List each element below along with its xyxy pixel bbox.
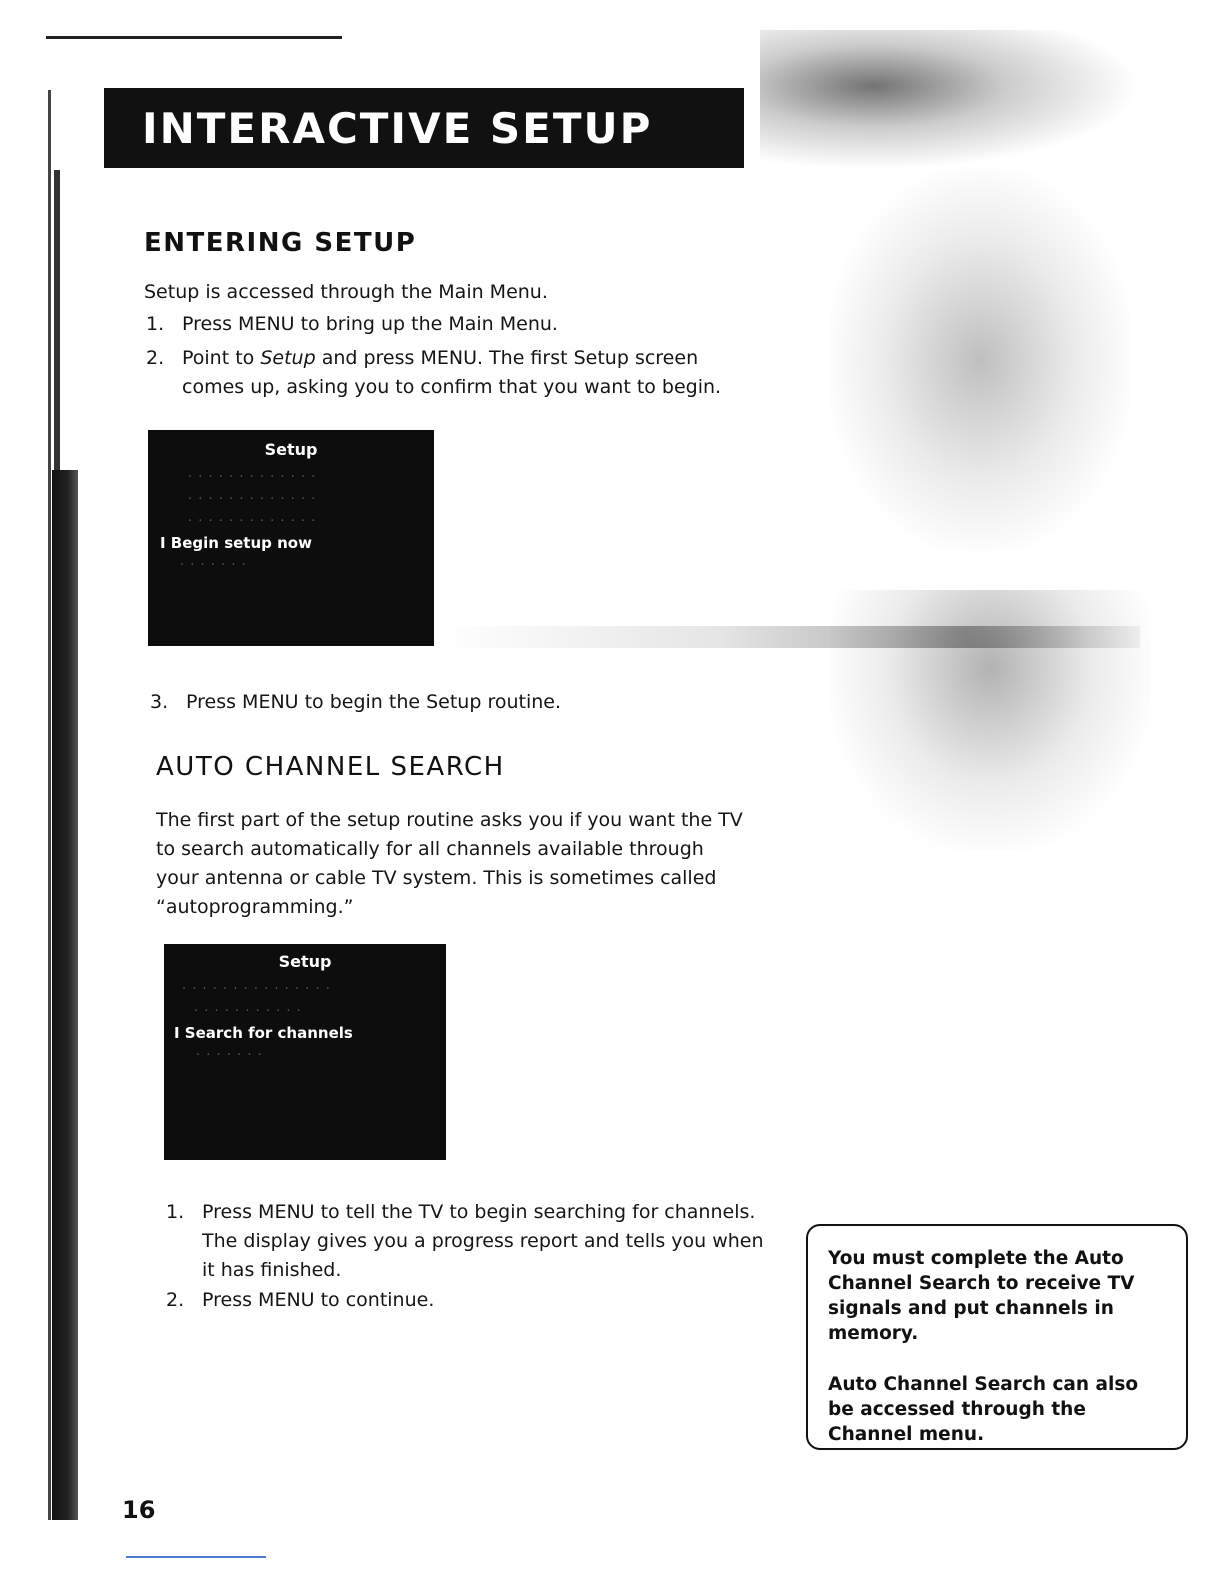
screen-faint-line: · · · · · · · · · · · · · — [188, 492, 317, 507]
entering-intro: Setup is accessed through the Main Menu. — [144, 281, 548, 303]
screen-faint-line: · · · · · · · · · · · · · — [188, 470, 317, 485]
setup-screen-begin — [148, 430, 434, 646]
emphasis-setup: Setup — [260, 347, 316, 369]
step-text: Point to Setup and press MENU. The first Setup screen — [182, 347, 699, 369]
step-text: Press MENU to tell the TV to begin searching for channels. — [202, 1201, 756, 1223]
scan-noise — [440, 626, 1140, 648]
page-number: 16 — [122, 1496, 156, 1524]
screen-faint-line: · · · · · · · · · · · · · · · — [182, 982, 331, 997]
screen-faint-line: · · · · · · · · · · · · · — [188, 514, 317, 529]
auto-channel-search-heading: AUTO CHANNEL SEARCH — [156, 752, 505, 782]
auto-channel-para: The first part of the setup routine asks you if you want the TV to search automatically for all channels available through your antenna or cable TV system. This is sometimes called “autoprogramming.” — [156, 809, 743, 918]
step-text: Press MENU to continue. — [202, 1289, 435, 1311]
menu-option-selected: I Search for channels — [174, 1024, 353, 1042]
banner-title: INTERACTIVE SETUP — [142, 103, 653, 153]
setup-screen-search — [164, 944, 446, 1160]
note-box — [806, 1224, 1188, 1450]
left-margin-bar-thick — [52, 470, 78, 1520]
step-item: 2. Press MENU to continue. — [166, 1286, 806, 1316]
left-margin-bar-mid — [54, 170, 60, 490]
section-banner — [104, 88, 744, 168]
scan-noise — [830, 590, 1150, 850]
step-text-line2: comes up, asking you to confirm that you want to begin. — [182, 376, 722, 398]
screen-faint-line: · · · · · · · · · · · — [194, 1004, 302, 1019]
step-item: 3. Press MENU to begin the Setup routine. — [150, 688, 790, 718]
entering-setup-heading: ENTERING SETUP — [144, 228, 417, 258]
left-margin-bar — [48, 90, 51, 1520]
screen-faint-line: · · · · · · · — [196, 1048, 263, 1063]
step-text: Press MENU to begin the Setup routine. — [186, 691, 562, 713]
scan-noise — [830, 170, 1130, 550]
bottom-rule — [126, 1556, 266, 1558]
step-item: 2. Point to Setup and press MENU. The first Setup screen comes up, asking you to confirm that you want to begin. — [146, 344, 786, 404]
top-rule — [46, 36, 342, 39]
screen-title: Setup — [278, 952, 332, 971]
screen-title: Setup — [264, 440, 318, 459]
note-text: Auto Channel Search can also be accessed through the Channel menu. — [828, 1374, 1139, 1445]
scan-noise — [760, 30, 1140, 170]
step-item: 1. Press MENU to bring up the Main Menu. — [146, 310, 786, 340]
screen-faint-line: · · · · · · · — [180, 558, 247, 573]
step-item: 1. Press MENU to tell the TV to begin searching for channels. The display gives you a progress report and tells you when it has finished. — [166, 1198, 806, 1288]
step-text-line2: The display gives you a progress report and tells you when — [202, 1230, 764, 1252]
step-text-line3: it has finished. — [202, 1259, 342, 1281]
note-text: You must complete the Auto Channel Search to receive TV signals and put channels in memory. — [828, 1248, 1135, 1344]
step-text: Press MENU to bring up the Main Menu. — [182, 313, 558, 335]
menu-option-selected: I Begin setup now — [160, 534, 312, 552]
